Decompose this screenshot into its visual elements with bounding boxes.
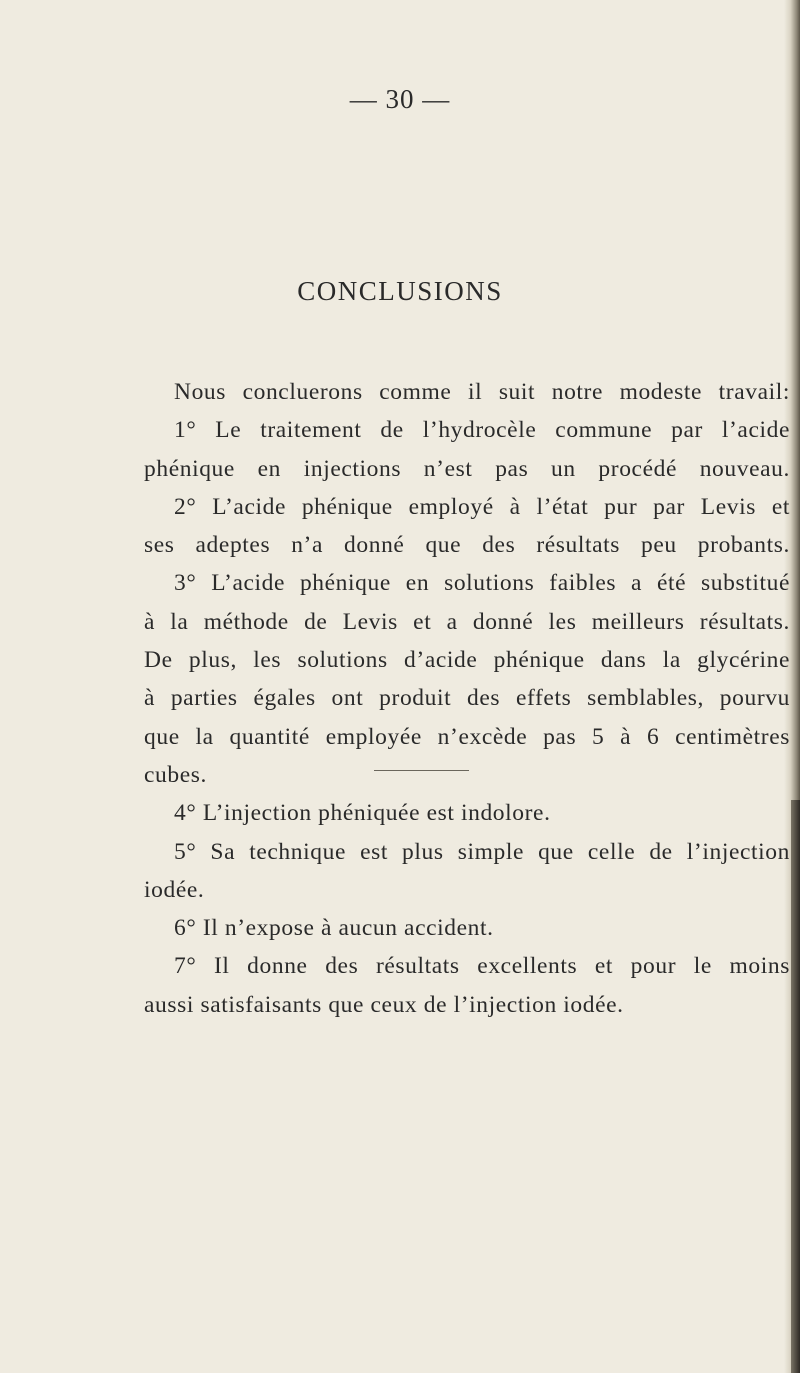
end-rule-divider bbox=[374, 770, 469, 771]
text-line: aussi satisfaisants que ceux de l’injection iodée. bbox=[144, 991, 624, 1018]
text-line: à parties égales ont produit des effets semblables, pourvu bbox=[144, 685, 790, 712]
text-line: 7° Il donne des résultats excellents et pour le moins bbox=[174, 953, 790, 980]
text-line: à la méthode de Levis et a donné les meilleurs résultats. bbox=[144, 608, 790, 635]
text-line: 5° Sa technique est plus simple que celle de l’injection bbox=[174, 838, 790, 865]
text-line: 2° L’acide phénique employé à l’état pur par Levis et bbox=[174, 493, 790, 520]
text-line: 3° L’acide phénique en solutions faibles a été substitué bbox=[174, 570, 790, 597]
text-line: 6° Il n’expose à aucun accident. bbox=[174, 915, 494, 942]
text-line: que la quantité employée n’excède pas 5 à 6 centimètres bbox=[144, 723, 790, 750]
page-number: — 30 — bbox=[349, 84, 451, 114]
text-line: 4° L’injection phéniquée est indolore. bbox=[174, 800, 551, 827]
text-line: phénique en injections n’est pas un procédé nouveau. bbox=[144, 455, 790, 482]
text-line: 1° Le traitement de l’hydrocèle commune par l’acide bbox=[174, 417, 790, 444]
text-line: De plus, les solutions d’acide phénique dans la glycérine bbox=[144, 647, 790, 674]
text-line: Nous concluerons comme il suit notre modeste travail: bbox=[174, 379, 790, 405]
text-line: iodée. bbox=[144, 876, 205, 903]
section-heading: CONCLUSIONS bbox=[297, 276, 503, 306]
conclusions-body bbox=[144, 373, 790, 1024]
text-line: cubes. bbox=[144, 761, 207, 788]
text-line: ses adeptes n’a donné que des résultats peu probants. bbox=[144, 532, 790, 559]
page-edge-dark-shadow bbox=[791, 800, 800, 1373]
